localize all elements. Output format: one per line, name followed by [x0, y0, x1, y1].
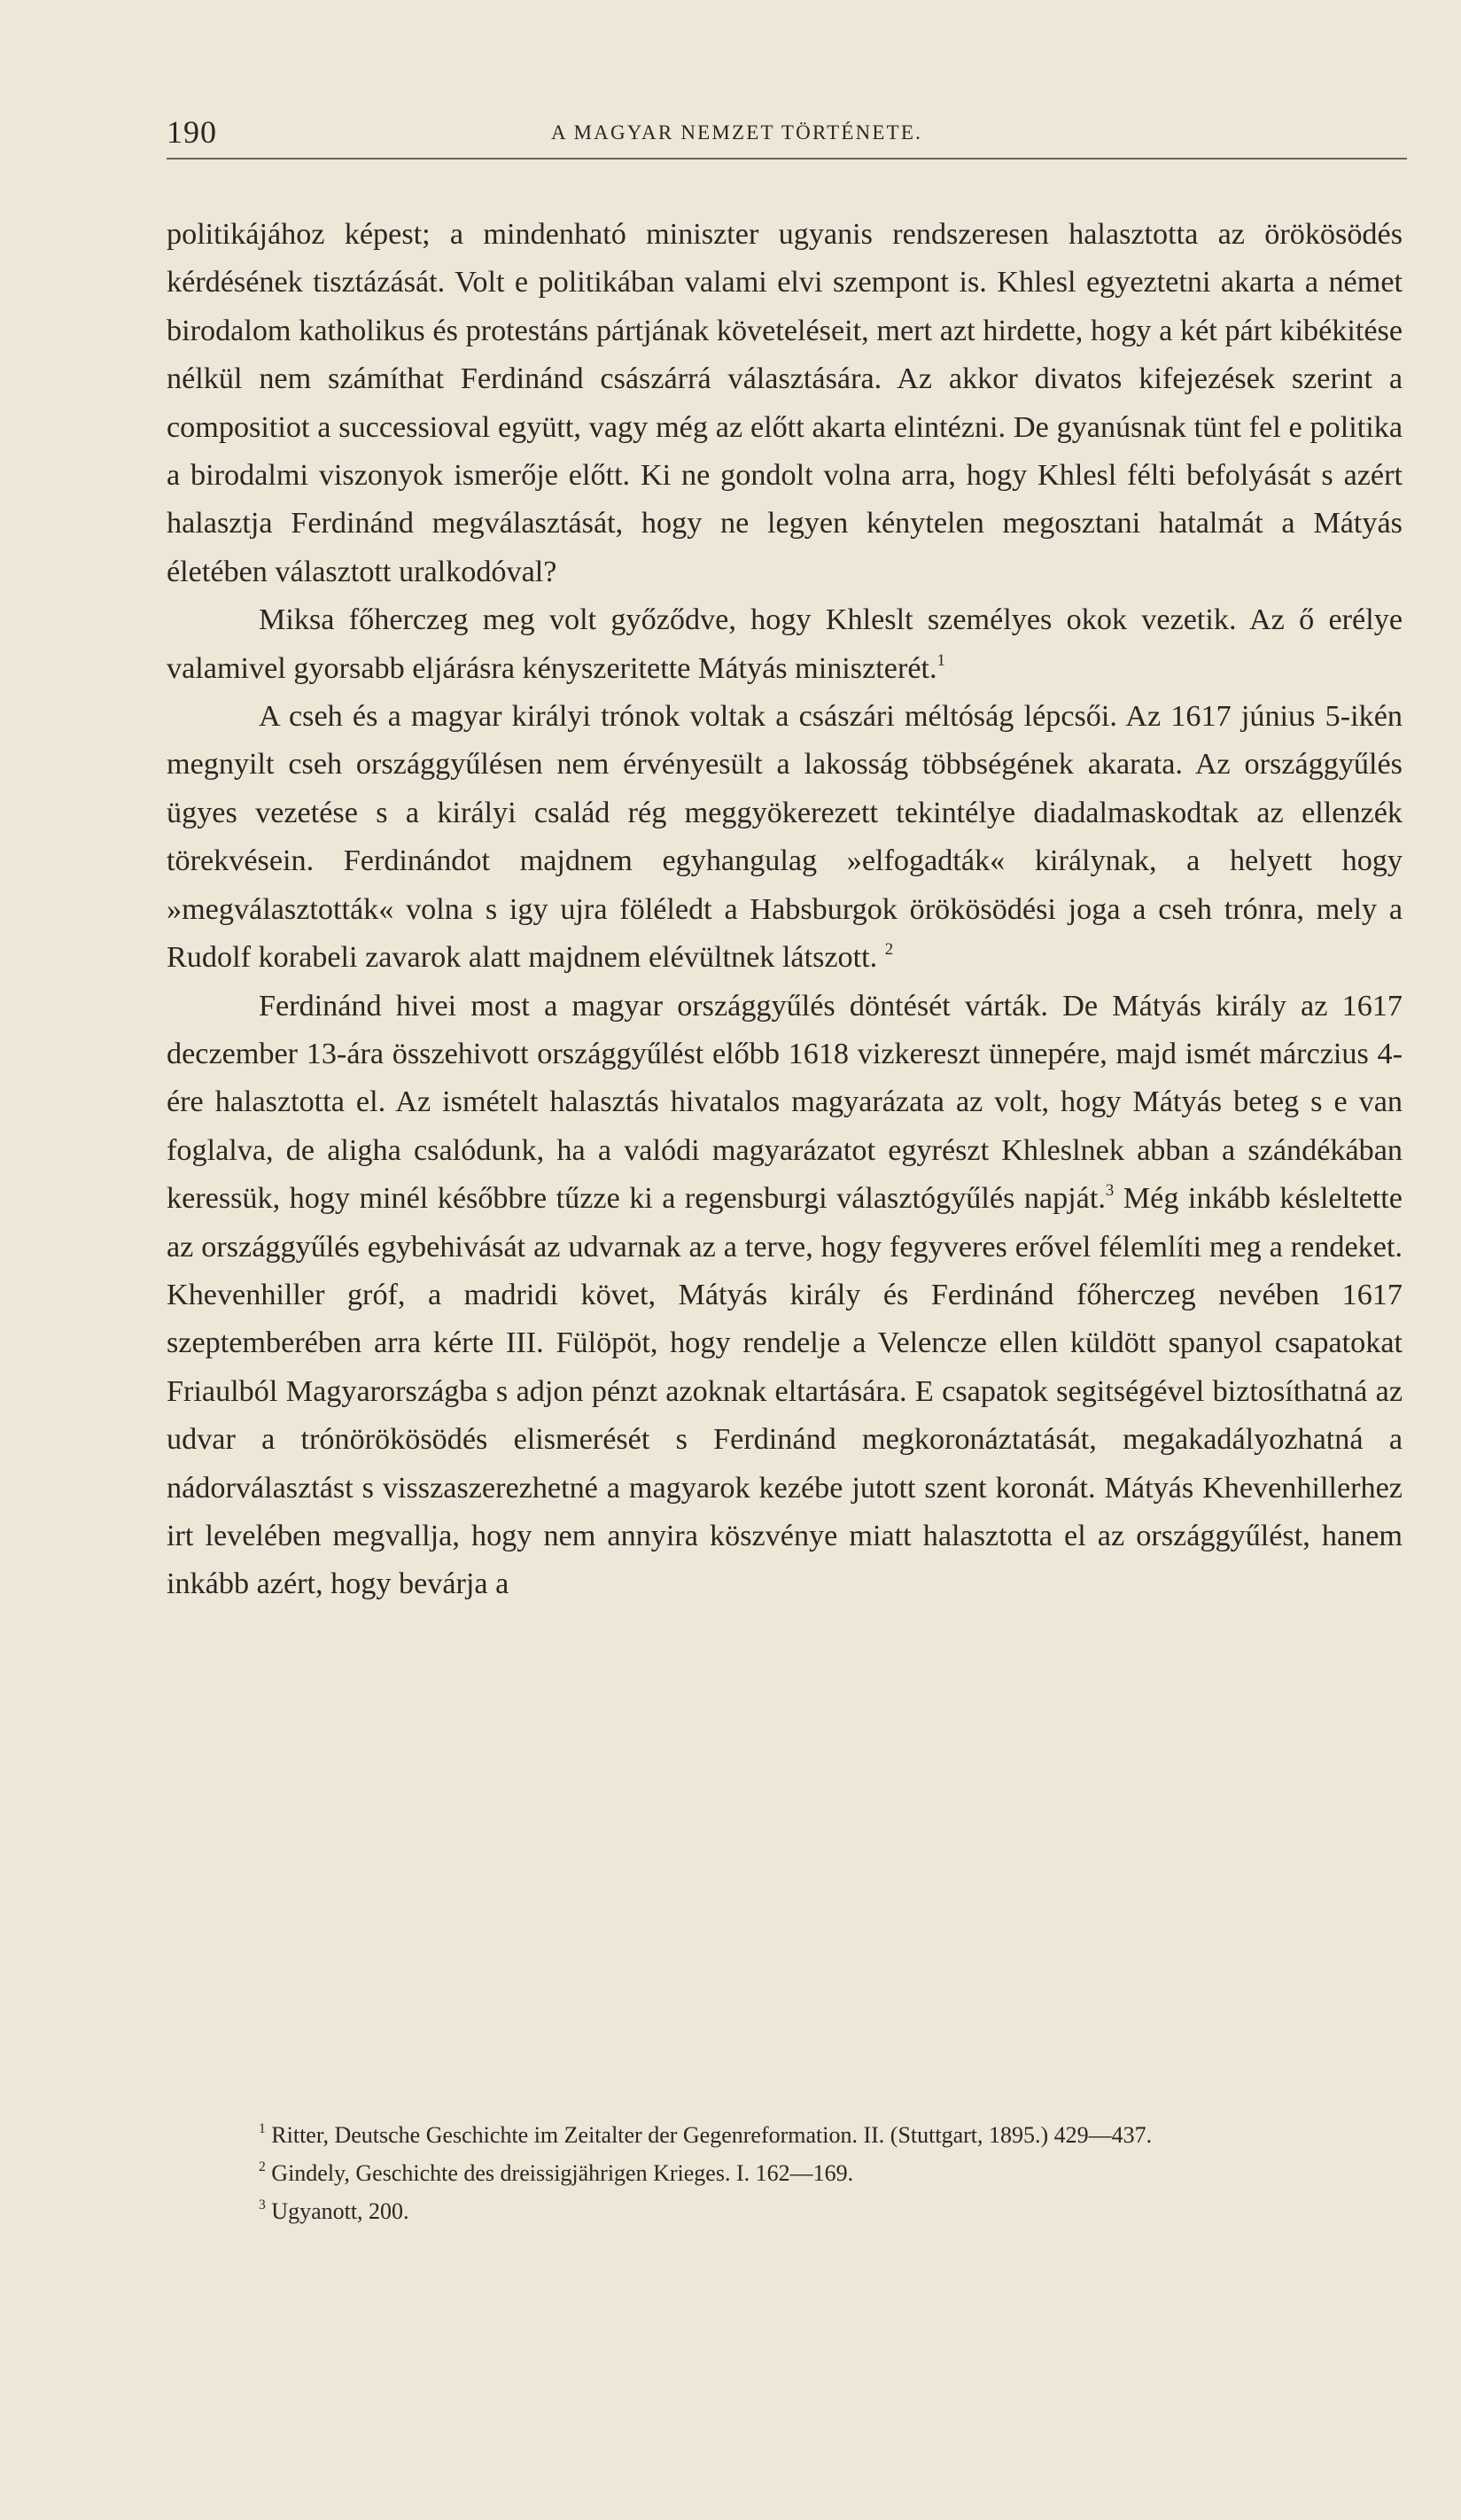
footnote-3 [167, 2192, 1403, 2230]
paragraph-4 [167, 983, 1403, 1609]
paragraph-1-text: politikájához képest; a mindenható miniszter ugyanis rendszeresen halasztotta az örökösödés kérdésének tisztázását. Volt e politikában valami elvi szempont is. Khlesl egyeztetni akarta a német birodalom katholikus és protestáns pártjának követeléseit, mert azt hirdette, hogy a két párt kibékitése nélkül nem számíthat Ferdinánd császárrá választására. Az akkor divatos kifejezések szerint a compositiot a successioval együtt, vagy még az előtt akarta elintézni. De gyanúsnak tünt fel e politika a birodalmi viszonyok ismerője előtt. Ki ne gondolt volna arra, hogy Khlesl félti befolyását s azért halasztja Ferdinánd megválasztását, hogy ne legyen kénytelen megosztani hatalmát a Mátyás életében választott uralkodóval? [167, 218, 1403, 588]
footnote-1 [167, 2116, 1403, 2154]
footnote-3-text: Ugyanott, 200. [271, 2198, 409, 2224]
paragraph-3-text: A cseh és a magyar királyi trónok voltak a császári méltóság lépcsői. Az 1617 június 5-ikén megnyilt cseh országgyűlésen nem érvényesült a lakosság többségének akarata. Az országgyűlés ügyes vezetése s a királyi család rég meggyökerezett tekintélye diadalmaskodtak az ellenzék törekvésein. Ferdinándot majdnem egyhangulag »elfogadták« királynak, a helyett hogy »megválasztották« volna s igy ujra föléledt a Habsburgok örökösödési joga a cseh trónra, mely a Rudolf korabeli zavarok alatt majdnem elévültnek látszott. [167, 700, 1403, 975]
paragraph-4-text-b: Még inkább késleltette az országgyűlés egybehivását az udvarnak az a terve, hogy fegyveres erővel félemlíti meg a rendeket. Khevenhiller gróf, a madridi követ, Mátyás király és Ferdinánd főherczeg nevében 1617 szeptemberében arra kérte III. Fülöpöt, hogy rendelje a Velencze ellen küldött spanyol csapatokat Friaulból Magyarországba s adjon pénzt azoknak eltartására. E csapatok segitségével biztosíthatná az udvar a trónörökösödés elismerését s Ferdinánd megkoronáztatását, megakadályozhatná a nádorválasztást s visszaszerezhetné a magyarok kezébe jutott szent koronát. Mátyás Khevenhillerhez irt levelében megvallja, hogy nem annyira köszvénye miatt halasztotta el az országgyűlést, hanem inkább azért, hogy bevárja a [167, 1182, 1403, 1601]
paragraph-2 [167, 596, 1403, 693]
header-rule [167, 158, 1407, 159]
running-title: A MAGYAR NEMZET TÖRTÉNETE. [551, 121, 923, 144]
footnote-2-mark: 2 [259, 2159, 266, 2175]
footnote-1-mark: 1 [259, 2121, 266, 2137]
footnote-ref-3[interactable]: 3 [1105, 1181, 1115, 1201]
paragraph-3 [167, 693, 1403, 982]
page-number: 190 [167, 114, 217, 150]
page-header [167, 113, 1407, 167]
paragraph-2-text: Miksa főherczeg meg volt győződve, hogy Khleslt személyes okok vezetik. Az ő erélye valamivel gyorsabb eljárásra kényszeritette Mátyás miniszterét. [167, 603, 1403, 685]
footnote-2 [167, 2154, 1403, 2192]
footnote-1-text: Ritter, Deutsche Geschichte im Zeitalter der Gegenreformation. II. (Stuttgart, 1895.) 429—437. [271, 2122, 1153, 2148]
footnote-ref-2[interactable]: 2 [884, 940, 894, 959]
paragraph-1 [167, 211, 1403, 596]
footnote-3-mark: 3 [259, 2197, 266, 2213]
main-text [167, 211, 1403, 1609]
paragraph-4-text-a: Ferdinánd hivei most a magyar országgyűlés döntését várták. De Mátyás király az 1617 deczember 13-ára összehivott országgyűlést előbb 1618 vizkereszt ünnepére, majd ismét márczius 4-ére halasztotta el. Az ismételt halasztás hivatalos magyarázata az volt, hogy Mátyás beteg s e van foglalva, de aligha csalódunk, ha a valódi magyarázatot egyrészt Khleslnek abban a szándékában keressük, hogy minél későbbre tűzze ki a regensburgi választógyűlés napját. [167, 989, 1403, 1216]
footnotes [167, 2116, 1403, 2230]
footnote-ref-1[interactable]: 1 [936, 650, 945, 670]
footnote-2-text: Gindely, Geschichte des dreissigjährigen Krieges. I. 162—169. [271, 2160, 854, 2186]
